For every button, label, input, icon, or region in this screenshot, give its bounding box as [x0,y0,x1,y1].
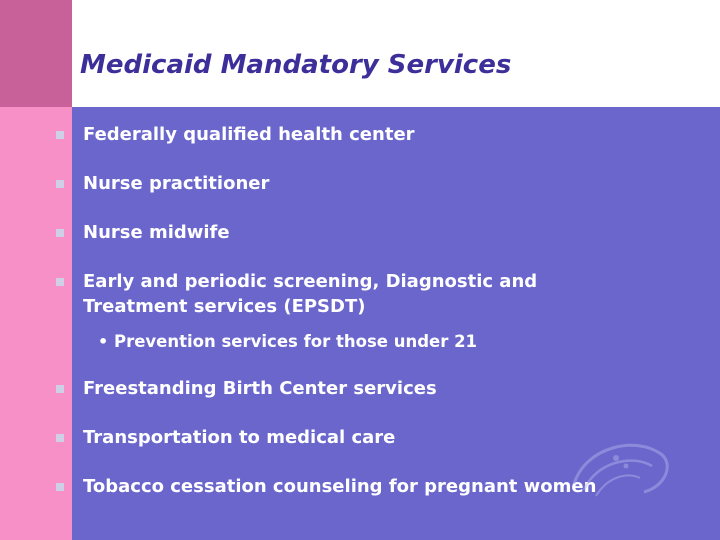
list-item-text: Tobacco cessation counseling for pregnant women [83,476,597,497]
list-item [56,376,696,401]
list-item-text: Nurse midwife [83,222,230,243]
square-bullet-icon [56,180,64,188]
sub-list-item [56,330,696,354]
list-item [56,269,696,319]
square-bullet-icon [56,131,64,139]
list-item-text: Nurse practitioner [83,173,270,194]
square-bullet-icon [56,229,64,237]
list-item-text-line-1: Early and periodic screening, Diagnostic and [83,271,538,292]
square-bullet-icon [56,278,64,286]
slide-title: Medicaid Mandatory Services [80,50,512,80]
list-item [56,171,696,196]
square-bullet-icon [56,434,64,442]
list-item-text-line-2: Treatment services (EPSDT) [83,296,366,317]
square-bullet-icon [56,483,64,491]
list-item [56,220,696,245]
list-item-text: Federally qualified health center [83,124,415,145]
left-accent-strip-top [0,0,72,107]
dot-bullet-icon: • [98,332,109,351]
swirl-logo-icon [566,436,676,506]
list-item-text: Transportation to medical care [83,427,396,448]
square-bullet-icon [56,385,64,393]
list-item [56,122,696,147]
sub-list-item-text: Prevention services for those under 21 [114,332,478,351]
list-item-text: Freestanding Birth Center services [83,378,437,399]
